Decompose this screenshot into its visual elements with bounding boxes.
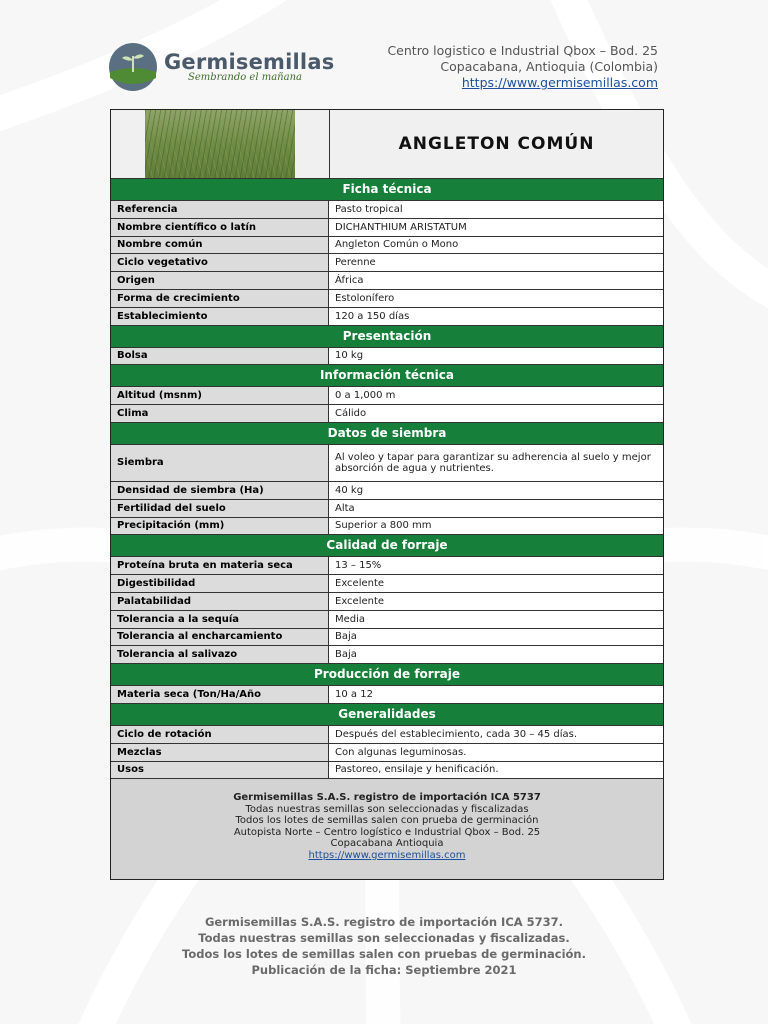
table-row (111, 482, 663, 500)
row-label: Tolerancia a la sequía (111, 611, 329, 628)
table-row (111, 348, 663, 366)
section-header: Calidad de forraje (111, 535, 663, 557)
table-row (111, 201, 663, 219)
row-value: 0 a 1,000 m (335, 390, 396, 402)
section-header: Generalidades (111, 704, 663, 726)
footer-registration: Germisemillas S.A.S. registro de importación ICA 5737 (233, 792, 541, 804)
row-value: Media (335, 613, 366, 625)
row-label: Altitud (msnm) (111, 387, 329, 404)
row-value: Baja (335, 631, 357, 643)
bottom-line: Todos los lotes de semillas salen con pruebas de germinación. (182, 947, 586, 961)
row-value: Después del establecimiento, cada 30 – 45 días. (335, 728, 578, 740)
table-row (111, 593, 663, 611)
row-label: Digestibilidad (111, 575, 329, 592)
footer-line: Todas nuestras semillas son seleccionadas y fiscalizadas (245, 803, 529, 815)
row-label: Tolerancia al salivazo (111, 646, 329, 663)
row-label: Mezclas (111, 744, 329, 761)
row-value: 40 kg (335, 484, 364, 496)
row-value: 13 – 15% (335, 560, 382, 572)
row-value: Al voleo y tapar para garantizar su adherencia al suelo y mejor absorción de agua y nutrientes. (335, 451, 651, 474)
row-label: Usos (111, 762, 329, 779)
row-label: Origen (111, 272, 329, 289)
table-row (111, 744, 663, 762)
product-title: ANGLETON COMÚN (330, 110, 663, 178)
website-link[interactable]: https://www.germisemillas.com (461, 75, 658, 90)
row-label: Nombre científico o latín (111, 219, 329, 236)
row-value: Excelente (335, 578, 385, 590)
bottom-line: Germisemillas S.A.S. registro de importación ICA 5737. (204, 915, 564, 929)
row-value: Alta (335, 502, 355, 514)
product-sheet-table (110, 109, 664, 880)
table-row (111, 500, 663, 518)
table-row (111, 254, 663, 272)
table-row (111, 445, 663, 482)
section-header: Información técnica (111, 365, 663, 387)
section-header: Presentación (111, 326, 663, 348)
grass-photo (145, 110, 295, 178)
row-label: Densidad de siembra (Ha) (111, 482, 329, 499)
row-value: África (335, 275, 364, 287)
row-value: Perenne (335, 257, 376, 269)
brand-logo (108, 42, 338, 94)
product-photo-cell (111, 110, 330, 178)
spec-sections (111, 179, 663, 779)
row-label: Bolsa (111, 348, 329, 365)
row-value: 10 a 12 (335, 689, 373, 701)
row-label: Establecimiento (111, 308, 329, 325)
table-row (111, 762, 663, 780)
footer-line: Autopista Norte – Centro logístico e Industrial Qbox – Bod. 25 (233, 826, 541, 838)
row-label: Clima (111, 405, 329, 422)
row-label: Siembra (111, 445, 329, 481)
table-row (111, 629, 663, 647)
table-row (111, 405, 663, 423)
table-row (111, 237, 663, 255)
footer-website-link[interactable]: https://www.germisemillas.com (308, 849, 466, 861)
row-value: 120 a 150 días (335, 310, 410, 322)
product-header (111, 110, 663, 179)
logo-emblem-icon (108, 42, 158, 92)
row-label: Referencia (111, 201, 329, 218)
row-value: Excelente (335, 595, 385, 607)
row-label: Fertilidad del suelo (111, 500, 329, 517)
row-value: DICHANTHIUM ARISTATUM (335, 221, 467, 233)
footer-line: Todos los lotes de semillas salen con prueba de germinación (235, 815, 539, 827)
row-label: Nombre común (111, 237, 329, 254)
row-value: Cálido (335, 408, 367, 420)
table-row (111, 290, 663, 308)
footer-line: Copacabana Antioquia (330, 838, 444, 850)
table-row (111, 611, 663, 629)
section-header: Producción de forraje (111, 664, 663, 686)
bottom-line: Publicación de la ficha: Septiembre 2021 (251, 963, 517, 977)
row-label: Tolerancia al encharcamiento (111, 629, 329, 646)
row-value: Estolonífero (335, 292, 395, 304)
row-value: Angleton Común o Mono (335, 239, 459, 251)
row-value: Pasto tropical (335, 203, 403, 215)
table-row (111, 219, 663, 237)
address-line-1: Centro logistico e Industrial Qbox – Bod. 25 (387, 43, 658, 58)
section-header: Datos de siembra (111, 423, 663, 445)
row-label: Ciclo vegetativo (111, 254, 329, 271)
table-row (111, 575, 663, 593)
row-label: Palatabilidad (111, 593, 329, 610)
header-address (387, 43, 658, 91)
bottom-line: Todas nuestras semillas son seleccionadas y fiscalizadas. (198, 931, 570, 945)
page-footer (0, 914, 768, 978)
table-row (111, 387, 663, 405)
table-row (111, 308, 663, 326)
section-header: Ficha técnica (111, 179, 663, 201)
row-label: Proteína bruta en materia seca (111, 557, 329, 574)
row-label: Ciclo de rotación (111, 726, 329, 743)
row-value: Baja (335, 649, 357, 661)
address-line-2: Copacabana, Antioquia (Colombia) (440, 59, 658, 74)
table-row (111, 272, 663, 290)
row-value: 10 kg (335, 350, 364, 362)
row-label: Precipitación (mm) (111, 518, 329, 535)
brand-tagline: Sembrando el mañana (188, 72, 302, 83)
row-label: Materia seca (Ton/Ha/Año (111, 686, 329, 703)
table-row (111, 686, 663, 704)
table-row (111, 726, 663, 744)
table-row (111, 518, 663, 536)
table-row (111, 646, 663, 664)
row-value: Pastoreo, ensilaje y henificación. (335, 764, 499, 776)
row-label: Forma de crecimiento (111, 290, 329, 307)
row-value: Superior a 800 mm (335, 520, 432, 532)
row-value: Con algunas leguminosas. (335, 746, 467, 758)
brand-name: Germisemillas (164, 50, 335, 74)
table-row (111, 557, 663, 575)
sheet-footer (111, 779, 663, 879)
